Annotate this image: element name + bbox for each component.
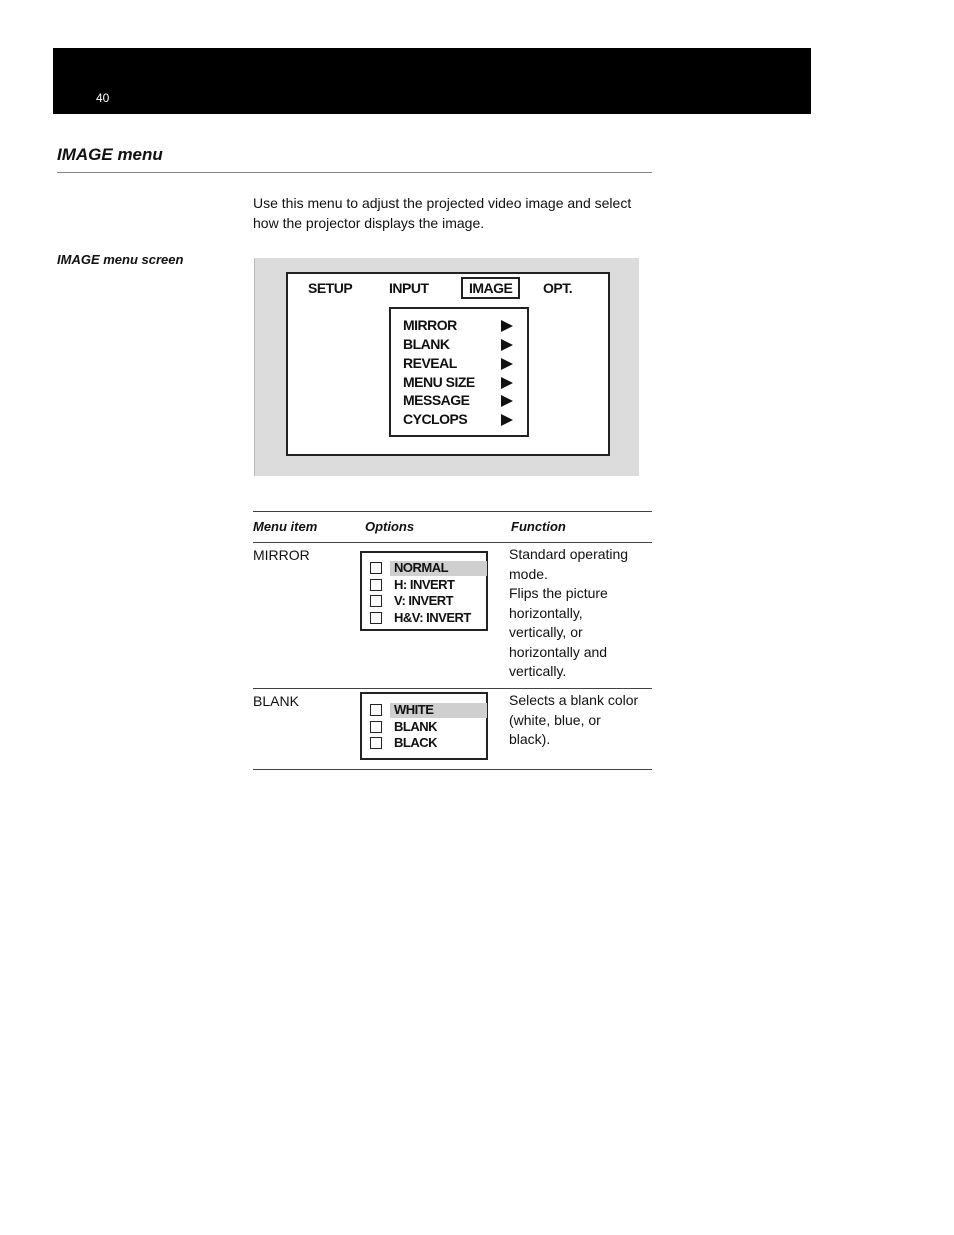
checkbox-icon bbox=[370, 562, 382, 574]
submenu-label: CYCLOPS bbox=[403, 411, 468, 427]
screen-caption: IMAGE menu screen bbox=[57, 252, 184, 267]
checkbox-icon bbox=[370, 737, 382, 749]
arrow-right-icon bbox=[501, 377, 513, 389]
checkbox-icon bbox=[370, 595, 382, 607]
submenu-label: MESSAGE bbox=[403, 392, 470, 408]
option-label: H: INVERT bbox=[394, 576, 455, 592]
option-row bbox=[362, 577, 486, 594]
section-title: IMAGE menu bbox=[57, 145, 163, 164]
column-header-options: Options bbox=[365, 519, 415, 534]
submenu-label: MIRROR bbox=[403, 317, 457, 333]
option-row bbox=[362, 735, 486, 752]
function-line: Standard operating bbox=[509, 546, 629, 562]
column-header-function: Function bbox=[511, 519, 566, 534]
option-label: BLANK bbox=[394, 718, 437, 734]
submenu-item-message bbox=[403, 391, 523, 410]
function-line: horizontally, bbox=[509, 604, 583, 621]
option-label: BLACK bbox=[394, 735, 437, 750]
function-line: black). bbox=[509, 731, 551, 747]
function-line: vertically. bbox=[509, 663, 567, 679]
page-header-bar bbox=[53, 48, 811, 114]
checkbox-icon bbox=[370, 721, 382, 733]
blank-options-box bbox=[360, 692, 488, 760]
mirror-options-box bbox=[360, 551, 488, 631]
arrow-right-icon bbox=[501, 414, 513, 426]
title-divider bbox=[57, 172, 652, 173]
option-row bbox=[362, 702, 486, 719]
function-line: mode. bbox=[509, 565, 548, 582]
function-line: vertically, or bbox=[509, 624, 583, 640]
menu-item-mirror: MIRROR bbox=[253, 547, 310, 563]
submenu-item-mirror bbox=[403, 316, 523, 335]
menu-screen-figure bbox=[254, 258, 639, 476]
menu-screen bbox=[286, 272, 610, 456]
blank-function-text bbox=[509, 691, 651, 750]
tab-image-selected: IMAGE bbox=[461, 277, 520, 299]
option-row bbox=[362, 610, 486, 627]
arrow-right-icon bbox=[501, 358, 513, 370]
option-label: H&V: INVERT bbox=[394, 609, 471, 625]
submenu-item-blank bbox=[403, 335, 523, 354]
intro-paragraph: Use this menu to adjust the projected video image and select how the projector displays the image. bbox=[253, 195, 632, 231]
option-row bbox=[362, 560, 486, 577]
page-number: 40 bbox=[96, 91, 110, 105]
column-header-menu-item: Menu item bbox=[253, 519, 318, 534]
function-line: horizontally and bbox=[509, 643, 608, 660]
function-line: (white, blue, or bbox=[509, 711, 601, 728]
image-submenu bbox=[389, 307, 529, 437]
tab-opt: OPT. bbox=[543, 280, 573, 296]
submenu-label: REVEAL bbox=[403, 355, 457, 371]
submenu-label: BLANK bbox=[403, 336, 450, 352]
function-line: Flips the picture bbox=[509, 585, 608, 601]
submenu-item-cyclops bbox=[403, 410, 523, 429]
checkbox-icon bbox=[370, 579, 382, 591]
table-row-rule bbox=[253, 688, 652, 689]
arrow-right-icon bbox=[501, 339, 513, 351]
submenu-item-reveal bbox=[403, 354, 523, 373]
table-bottom-rule bbox=[253, 769, 652, 770]
function-line: Selects a blank color bbox=[509, 692, 639, 708]
submenu-item-menu-size bbox=[403, 373, 523, 392]
option-row bbox=[362, 593, 486, 610]
table-top-rule bbox=[253, 511, 652, 512]
table-header-rule bbox=[253, 542, 652, 543]
arrow-right-icon bbox=[501, 320, 513, 332]
option-row bbox=[362, 719, 486, 736]
checkbox-icon bbox=[370, 612, 382, 624]
checkbox-icon bbox=[370, 704, 382, 716]
arrow-right-icon bbox=[501, 395, 513, 407]
submenu-label: MENU SIZE bbox=[403, 374, 475, 390]
option-label: WHITE bbox=[394, 702, 434, 717]
option-label: NORMAL bbox=[394, 560, 449, 575]
menu-item-blank: BLANK bbox=[253, 693, 299, 709]
option-label: V: INVERT bbox=[394, 593, 454, 608]
mirror-function-text bbox=[509, 545, 651, 682]
tab-setup: SETUP bbox=[308, 280, 353, 296]
tab-input: INPUT bbox=[389, 280, 429, 296]
